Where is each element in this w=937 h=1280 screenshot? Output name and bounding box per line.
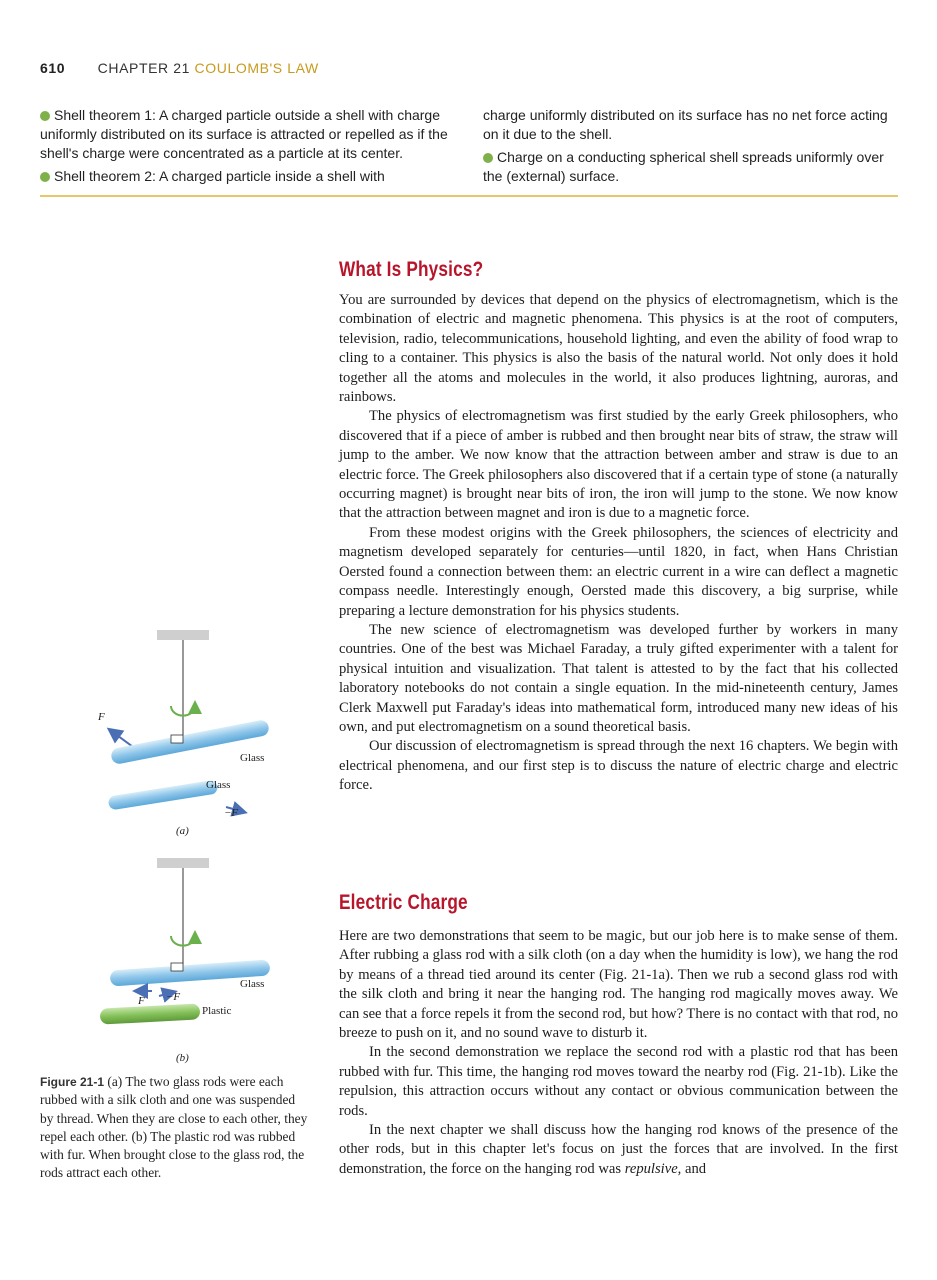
ceiling-support [157,858,209,868]
glass-label: Glass [240,978,265,990]
paragraph: Here are two demonstrations that seem to be magic, but our job here is to make sense of them. After rubbing a glass rod with a silk cloth (on a day when the humidity is low), we hang the rod by means of a thread tied around its center (Fig. 21-1a). Then we rub a second glass rod with the silk cloth and bring it near the hanging rod. The hanging rod magically moves away. We can see that a force repels it from the second rod, but how? There is no contact with that rod, no breeze to push on it, and no sound wave to disturb it. [339,928,898,1042]
paragraph: You are surrounded by devices that depend on the physics of electromagnetism, which is the combination of electric and magnetic phenomena. This physics is at the root of computers, television, radio, telecommunications, household lighting, and even the ability of food wrap to cling to a container. This physics is also the basis of the natural world. Not only does it hold together all the atoms and molecules in the world, it also produces lightning, auroras, and rainbows. [339,292,898,406]
second-glass-rod [108,779,219,810]
bullet-icon [40,172,50,182]
section-heading-electric-charge: Electric Charge [339,891,468,914]
force-label-f: F [138,995,145,1007]
paragraph: Our discussion of electromagnetism is spread through the next 16 chapters. We begin with electrical phenomena, and our first step is to discuss the nature of electric charge and electric force. [339,738,898,794]
bullet-icon [40,111,50,121]
glass-label: Glass [206,779,231,791]
paragraph: In the next chapter we shall discuss how the hanging rod knows of the presence of the other rods, but in this chapter let's focus on just the forces that are involved. In the first demonstration, the force on the hanging rod was repulsive, and [339,1122,898,1177]
knot [171,963,183,971]
page-number: 610 [40,60,66,76]
plastic-label: Plastic [202,1005,232,1017]
summary-item: charge uniformly distributed on its surface has no net force acting on it due to the shell. [483,107,888,142]
figure-21-1 [40,620,330,1070]
paragraph: The physics of electromagnetism was first studied by the early Greek philosophers, who discovered that if a piece of amber is rubbed and then brought near bits of straw, the straw will jump to the amber. We now know that the attraction between amber and straw is due to an electric force. The Greek philosophers also discovered that if a certain type of stone (a naturally occurring magnet) is brought near bits of iron, the iron will jump to the stone. We now know that the attraction between magnet and iron is due to a magnetic force. [339,408,898,522]
paragraph: In the second demonstration we replace the second rod with a plastic rod that has been rubbed with fur. This time, the hanging rod moves toward the nearby rod (Fig. 21-1b). Like the repulsion, this attraction occurs without any contact or obvious communication between the rods. [339,1044,898,1119]
summary-item: Shell theorem 2: A charged particle inside a shell with [40,167,455,186]
chapter-label: CHAPTER 21 [97,60,191,76]
paragraph: The new science of electromagnetism was developed further by workers in many countries. One of the best was Michael Faraday, a truly gifted experimenter with a talent for physical intuition and visualization. That talent is attested to by the fact that his collected laboratory notebooks do not contain a single equation. In the mid-nineteenth century, James Clerk Maxwell put Faraday's ideas into mathematical form, introduced many new ideas of his own, and put electromagnetism on a sound theoretical basis. [339,621,898,735]
figure-caption-label: Figure 21-1 [40,1075,105,1089]
glass-label: Glass [240,752,265,764]
panel-label-b: (b) [176,1052,189,1064]
panel-b [100,858,271,1064]
figure-caption [40,1073,310,1183]
paragraph: From these modest origins with the Greek philosophers, the sciences of electricity and magnetism developed separately for centuries—until 1820, in fact, when Hans Christian Oersted found a connection between them: an electric current in a wire can deflect a magnetic compass needle. Interestingly enough, Oersted made this discovery, a big surprise, while preparing a lecture demonstration for his physics students. [339,524,898,619]
force-label-neg-f: −F [166,991,181,1003]
panel-a [97,630,270,837]
force-label-neg-f: −F [224,807,239,819]
section-body-what-is-physics [339,291,898,796]
figure-caption-text: (a) The two glass rods were each rubbed with a silk cloth and one was suspended by thread. When they are close to each other, they repel each other. (b) The plastic rod was rubbed with fur. When brought close to the glass rod, the rods attract each other. [40,1074,308,1181]
chapter-title: COULOMB'S LAW [194,60,319,76]
plastic-rod [100,1003,201,1024]
force-label-f: F [98,711,105,723]
section-heading-what-is-physics: What Is Physics? [339,258,484,281]
summary-divider [40,195,898,197]
section-body-electric-charge [339,927,898,1179]
panel-label-a: (a) [176,825,189,837]
summary-item: Charge on a conducting spherical shell spreads uniformly over the (external) surface. [483,149,884,184]
emphasis-repulsive: repulsive, [624,1160,682,1177]
summary-right [483,106,893,190]
page-header [40,60,319,76]
ceiling-support [157,630,209,640]
knot [171,735,183,743]
summary-left [40,106,455,190]
summary-item: Shell theorem 1: A charged particle outside a shell with charge uniformly distributed on its surface is attracted or repelled as if the shell's charge were concentrated as a particle at its center. [40,107,448,161]
bullet-icon [483,153,493,163]
